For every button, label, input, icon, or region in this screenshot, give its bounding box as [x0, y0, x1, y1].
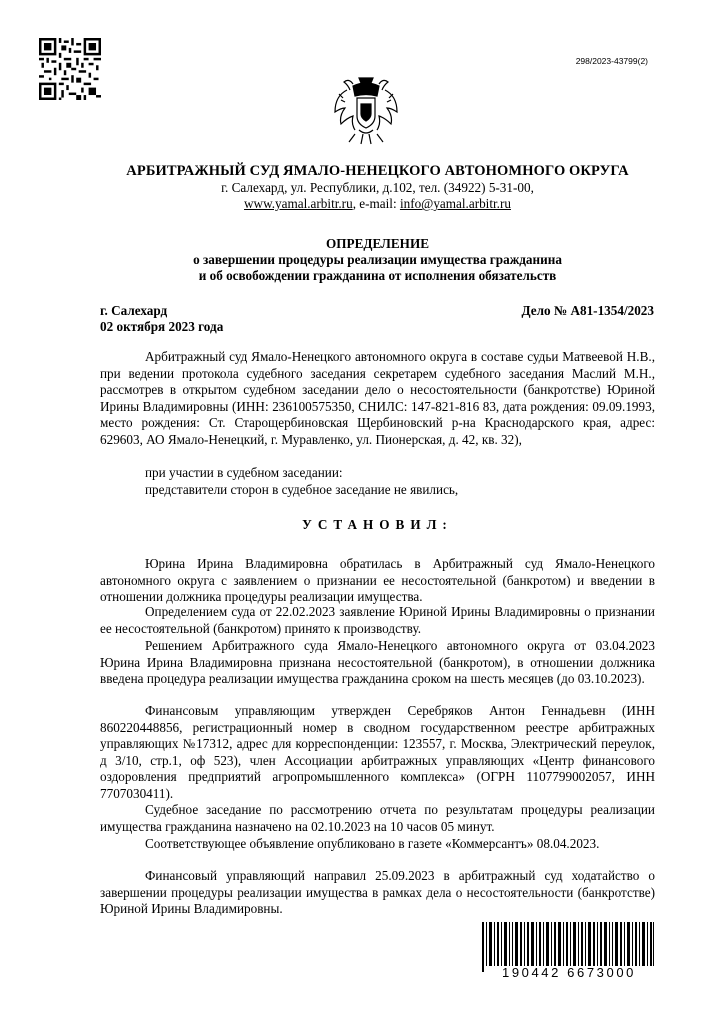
- body-paragraph: Соответствующее объявление опубликовано в газете «Коммерсантъ» 08.04.2023.: [145, 836, 600, 851]
- website-link[interactable]: www.yamal.arbitr.ru: [244, 196, 353, 211]
- body-paragraph: Решением Арбитражного суда Ямало-Ненецкого автономного округа от 03.04.2023 Юрина Ирина Владимировна признана несостоятельной (банкротом), в отношении должника введена процедура реализации имущества гражданина сроком на шесть месяцев (до 03.10.2023).: [100, 638, 655, 686]
- document-subtitle-line-2: и об освобождении гражданина от исполнения обязательств: [198, 268, 557, 283]
- case-number: Дело № А81-1354/2023: [521, 303, 654, 318]
- qr-code-icon: [39, 38, 101, 100]
- body-paragraph: Юрина Ирина Владимировна обратилась в Арбитражный суд Ямало-Ненецкого автономного округа с заявлением о признании ее несостоятельной (банкротом) и введении в отношении должника процедуры реализации имущества.: [100, 556, 655, 604]
- coat-of-arms-icon: [333, 72, 399, 148]
- representatives-line: представители сторон в судебное заседание не явились,: [145, 482, 459, 497]
- barcode-number: 190442 6673000: [484, 966, 654, 980]
- document-reference-number: 298/2023-43799(2): [575, 56, 648, 66]
- body-paragraph: Финансовым управляющим утвержден Серебряков Антон Геннадьевн (ИНН 860220448856, регистрационный номер в сводном государственном реестре арбитражных управляющих №17312, адрес для корреспонденции: 123557, г. Москва, Электрический переулок, д 3/10, стр.1, оф 523), член Ассоциации арбитражных управляющих «Центр финансового оздоровления предприятий агропромышленного комплекса» (ОГРН 1107799002057, ИНН 7707030411).: [100, 703, 655, 801]
- document-date: 02 октября 2023 года: [100, 319, 224, 334]
- intro-paragraph: Арбитражный суд Ямало-Ненецкого автономного округа в составе судьи Матвеевой Н.В., при ведении протокола судебного заседания секретарем судебного заседания Маслий М.Н., рассмотрев в открытом судебном заседании дело о несостоятельности (банкротстве) Юриной Ирины Владимировны (ИНН: 236100575350, СНИЛС: 147-821-816 83, дата рождения: 09.09.1993, место рождения: Ст. Старощербиновская Щербиновский р-на Краснодарского края, адрес: 629603, АО Ямало-Ненецкий, г. Муравленко, ул. Пионерская, д. 42, кв. 32),: [100, 349, 655, 447]
- participation-line: при участии в судебном заседании:: [145, 465, 343, 480]
- court-address: г. Салехард, ул. Республики, д.102, тел. (34922) 5-31-00,: [221, 180, 534, 195]
- email-link[interactable]: info@yamal.arbitr.ru: [399, 196, 511, 211]
- document-subtitle-line-1: о завершении процедуры реализации имущества гражданина: [193, 252, 562, 267]
- document-title: ОПРЕДЕЛЕНИЕ: [326, 236, 429, 251]
- court-contacts: [100, 196, 655, 212]
- body-paragraph: Определением суда от 22.02.2023 заявление Юриной Ирины Владимировны о признании ее несостоятельной (банкротом) принято к производству.: [100, 604, 655, 636]
- resolved-heading: УСТАНОВИЛ:: [302, 517, 453, 532]
- court-name: АРБИТРАЖНЫЙ СУД ЯМАЛО-НЕНЕЦКОГО АВТОНОМНОГО ОКРУГА: [126, 163, 629, 179]
- document-city: г. Салехард: [100, 303, 168, 318]
- body-paragraph: Судебное заседание по рассмотрению отчета по результатам процедуры реализации имущества гражданина назначено на 02.10.2023 на 10 часов 05 минут.: [100, 802, 655, 834]
- email-label: , e-mail:: [352, 196, 400, 211]
- body-paragraph: Финансовый управляющий направил 25.09.2023 в арбитражный суд ходатайство о завершении процедуры реализации имущества в рамках дела о несостоятельности (банкротстве) Юриной Ирины Владимировны.: [100, 868, 655, 916]
